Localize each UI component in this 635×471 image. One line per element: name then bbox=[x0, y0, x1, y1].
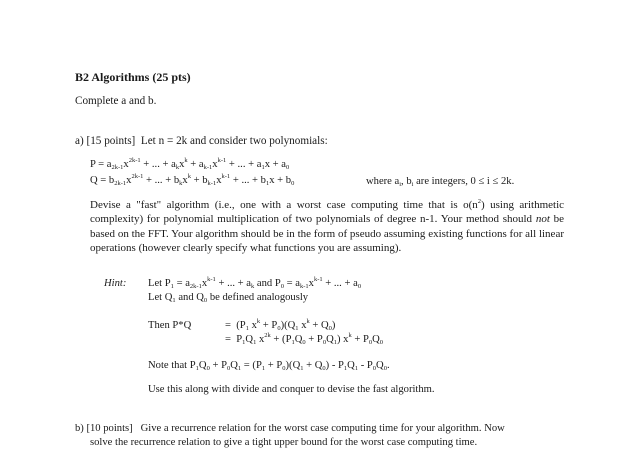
hint-label: Hint: bbox=[104, 278, 127, 289]
then-line-1: = ($P_1$ $x^k + P_0)(Q_1$ $x^k + Q_0$) bbox=[225, 318, 336, 332]
then-line-2: = $P_1Q_1$ $x^{2k} + (P_1Q_0 + P_0Q_1) x^k + P_0Q_0$ bbox=[225, 332, 384, 346]
hint-line-2: Let $Q_1$ and $Q_0$ be defined analogously bbox=[148, 292, 309, 304]
part-b-text-1: Give a recurrence relation for the worst case computing time for your algorithm. Now bbox=[140, 423, 505, 434]
then-label: Then P*Q bbox=[148, 320, 192, 331]
intro-text: Complete a and b. bbox=[75, 95, 157, 107]
where-clause: where $a_i$, $b_i$ are integers, 0 ≤ i ≤ 2k. bbox=[366, 176, 515, 188]
part-b-line-2: solve the recurrence relation to give a tight upper bound for the worst case computing time. bbox=[90, 437, 478, 448]
problem-title: B2 Algorithms (25 pts) bbox=[75, 70, 191, 84]
hint-line-1: Let $P_1 = a_{2k-1}x^{k-1}$ + ... + $a_k$ and $P_0 = a_{k-1}x^{k-1}$ + ... + $a_0$ bbox=[148, 276, 362, 290]
use-line: Use this along with divide and conquer to devise the fast algorithm. bbox=[148, 384, 435, 395]
devise-paragraph: Devise a "fast" algorithm (i.e., one with a worst case computing time that is $o(n^2)$ using arithmetic complexity) for polynomial multiplication of two polynomials of degree n-1. Your method should not be based on the FFT. Your algorithm should be in the form of pseudo assuming existing functions for all linear operations (however clearly specify what functions you are assuming). bbox=[90, 198, 565, 255]
part-b-label: b) [10 points] bbox=[75, 423, 133, 434]
part-b-line-1 bbox=[75, 423, 505, 434]
equation-p: $P = a_{2k-1}x^{2k-1}$ + ... + $a_kx^k + a_{k-1}x^{k-1}$ + ... + $a_1x + a_0$ bbox=[90, 157, 290, 171]
emphasis-not: not bbox=[535, 213, 550, 226]
note-line: Note that $P_1Q_0 + P_0Q_1 = (P_1 + P_0)(Q_1 + Q_0) - P_1Q_1 - P_0Q_0$. bbox=[148, 360, 390, 372]
part-a-lead: Let n = 2k and consider two polynomials: bbox=[140, 135, 328, 147]
equation-q: $Q = b_{2k-1}x^{2k-1}$ + ... + $b_kx^k + b_{k-1}x^{k-1}$ + ... + $b_1x + b_0$ bbox=[90, 173, 295, 187]
part-a-header bbox=[75, 135, 328, 147]
part-a-label: a) [15 points] bbox=[75, 135, 136, 147]
